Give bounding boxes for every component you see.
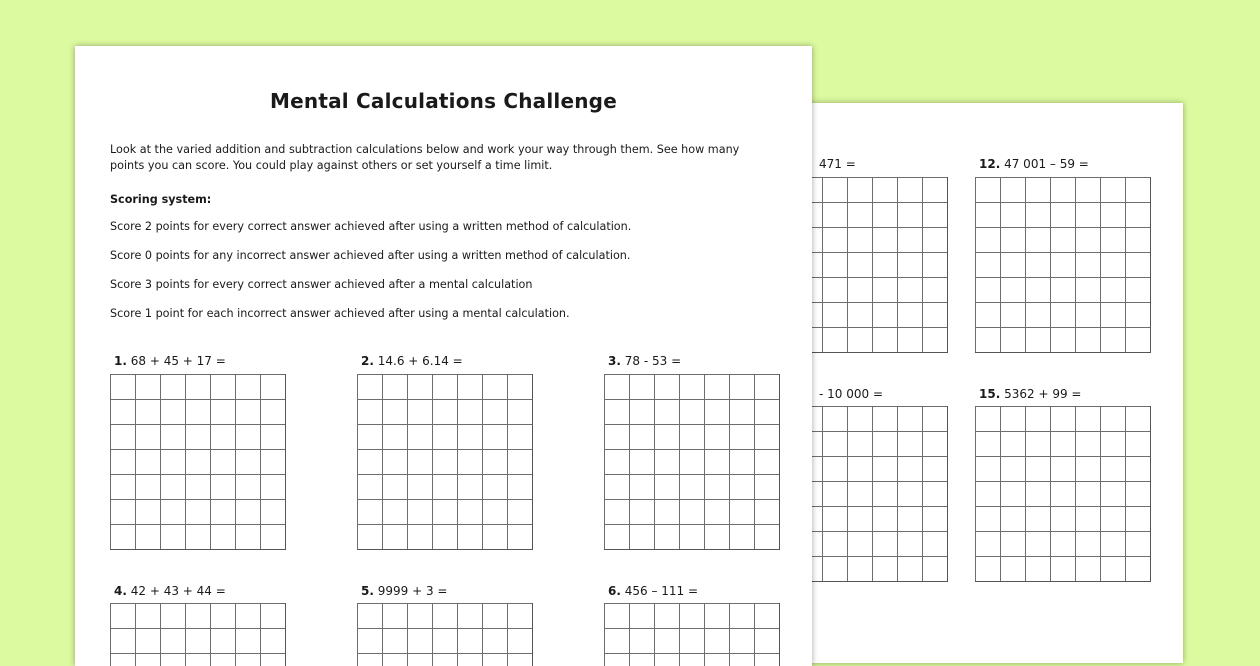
- question-number: 3.: [608, 354, 621, 368]
- answer-grid[interactable]: [975, 177, 1151, 353]
- instructions: [110, 142, 790, 174]
- front-worksheet-page: [75, 46, 812, 666]
- question-expression: 47 001 – 59 =: [1004, 157, 1089, 171]
- question-expression: 68 + 45 + 17 =: [130, 354, 226, 368]
- question-expression: 5362 + 99 =: [1004, 387, 1082, 401]
- question-expression: 9999 + 3 =: [377, 584, 448, 598]
- question-number: 1.: [114, 354, 127, 368]
- back-worksheet-page: [800, 103, 1183, 663]
- worksheet-title: Mental Calculations Challenge: [270, 89, 617, 113]
- question-12-label: [979, 157, 1089, 171]
- question-number: 15.: [979, 387, 1001, 401]
- partial-question-14-label: - 10 000 =: [819, 387, 884, 401]
- answer-grid[interactable]: [975, 406, 1151, 582]
- question-number: 4.: [114, 584, 127, 598]
- partial-question-11-label: 471 =: [819, 157, 856, 171]
- instructions-line-2: points you can score. You could play against others or set yourself a time limit.: [110, 159, 553, 172]
- answer-grid[interactable]: [800, 406, 948, 582]
- answer-grid[interactable]: [604, 603, 780, 666]
- question-label: [361, 354, 463, 368]
- question-number: 2.: [361, 354, 374, 368]
- question-number: 6.: [608, 584, 621, 598]
- answer-grid[interactable]: [110, 603, 286, 666]
- answer-grid[interactable]: [604, 374, 780, 550]
- question-expression: 14.6 + 6.14 =: [377, 354, 463, 368]
- answer-grid[interactable]: [357, 374, 533, 550]
- question-15-label: [979, 387, 1081, 401]
- question-expression: 78 - 53 =: [624, 354, 682, 368]
- question-label: [114, 354, 226, 368]
- question-label: [114, 584, 226, 598]
- question-label: [361, 584, 447, 598]
- answer-grid[interactable]: [110, 374, 286, 550]
- scoring-rule: Score 3 points for every correct answer achieved after a mental calculation: [110, 278, 533, 291]
- question-label: [608, 584, 698, 598]
- answer-grid[interactable]: [357, 603, 533, 666]
- scoring-rule: Score 1 point for each incorrect answer achieved after using a mental calculation.: [110, 307, 570, 320]
- answer-grid[interactable]: [800, 177, 948, 353]
- instructions-line-1: Look at the varied addition and subtraction calculations below and work your way through them. See how many: [110, 143, 740, 156]
- question-expression: 42 + 43 + 44 =: [130, 584, 226, 598]
- question-expression: 456 – 111 =: [624, 584, 699, 598]
- question-number: 12.: [979, 157, 1001, 171]
- question-number: 5.: [361, 584, 374, 598]
- scoring-rule: Score 2 points for every correct answer achieved after using a written method of calculation.: [110, 220, 632, 233]
- scoring-heading: Scoring system:: [110, 193, 212, 206]
- scoring-rule: Score 0 points for any incorrect answer achieved after using a written method of calculation.: [110, 249, 631, 262]
- question-label: [608, 354, 681, 368]
